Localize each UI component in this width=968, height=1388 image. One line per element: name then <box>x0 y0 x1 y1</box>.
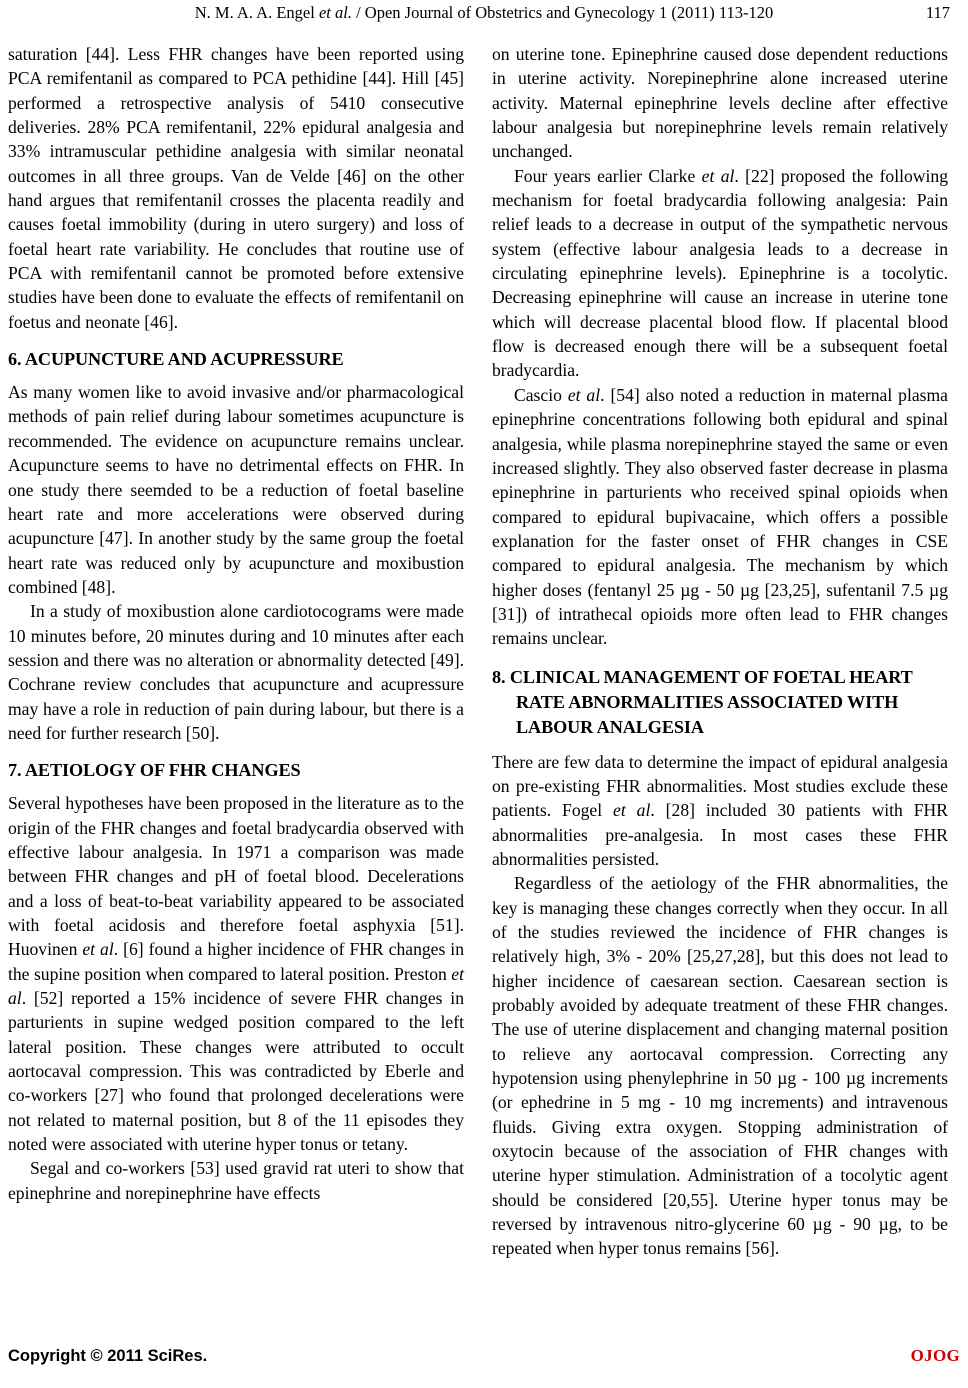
paragraph-clarke <box>492 164 948 383</box>
paragraph-aetiology-hypotheses <box>8 791 464 1156</box>
paragraph-saturation: saturation [44]. Less FHR changes have been reported using PCA remifentanil as compared to PCA pethidine [44]. Hill [45] performed a retrospective analysis of 5410 consecutive deliveries. 28% PCA remifentanil, 22% epidural analgesia and 33% intramuscular pethidine analgesia with similar neonatal outcomes in all three groups. Van de Velde [46] on the other hand argues that remifentanil crosses the placenta readily and causes foetal immobility (during in utero surgery) and loss of foetal heart rate variability. He concludes that routine use of PCA with remifentanil cannot be promoted before extensive studies have been done to evaluate the effects of remifentanil on foetus and neonate [46]. <box>8 44 464 332</box>
page-footer <box>8 1346 960 1366</box>
running-head <box>8 2 960 28</box>
paragraph-segal: Segal and co-workers [53] used gravid rat uteri to show that epinephrine and norepinephrine have effects <box>8 1158 464 1203</box>
running-head-journal: Open Journal of Obstetrics and Gynecology 1 (2011) 113-120 <box>364 3 774 22</box>
clarke-text-b: . [22] proposed the following mechanism for foetal bradycardia following analgesia: Pain relief leads to a decrease in output of the sympathetic nervous system (effective labour analgesia leads to a decrease in circulating epinephrine levels). Epinephrine is a tocolytic. Decreasing epinephrine will cause an increase in uterine tone which will decrease placental blood flow. If placental blood flow is decreased enough there will be a subsequent foetal bradycardia. <box>492 165 948 381</box>
running-head-separator: / <box>351 3 365 22</box>
paragraph-cascio <box>492 383 948 651</box>
page-number: 117 <box>925 3 950 22</box>
left-column <box>8 42 464 1205</box>
document-page <box>0 2 968 1388</box>
paragraph-uterine-tone: on uterine tone. Epinephrine caused dose dependent reductions in uterine activity. Norepinephrine alone increased uterine activity. Maternal epinephrine levels decline after effective labour analgesia but norepinephrine levels remain relatively unchanged. <box>492 44 948 162</box>
aetiology-etal-2: et al <box>8 963 464 1009</box>
copyright-notice: Copyright © 2011 SciRes. <box>8 1347 208 1365</box>
aetiology-text-b: . [6] found a higher incidence of FHR changes in the supine position when compared to lateral position. Preston <box>8 939 464 984</box>
running-head-citation <box>8 2 960 24</box>
paragraph-fogel <box>492 750 948 872</box>
fogel-text-b: . [28] included 30 patients with FHR abnormalities pre-analgesia. In most cases these FHR abnormalities persisted. <box>492 800 948 869</box>
two-column-layout <box>8 42 960 1261</box>
fogel-text-a: There are few data to determine the impact of epidural analgesia on pre-existing FHR abnormalities. Most studies exclude these patients. Fogel <box>492 751 948 821</box>
aetiology-etal-1: et al <box>82 939 114 960</box>
paragraph-moxibustion: In a study of moxibustion alone cardiotocograms were made 10 minutes before, 20 minutes during and 10 minutes after each session and there was no alteration or abnormality detected [49]. Cochrane review concludes that acupuncture and acupressure may have a role in reduction of pain during labour, but there is a need for further research [50]. <box>8 601 464 743</box>
heading-section-7: 7. AETIOLOGY OF FHR CHANGES <box>8 760 301 781</box>
cascio-text-b: . [54] also noted a reduction in maternal plasma epinephrine concentrations following both epidural and spinal analgesia, while plasma norepinephrine stayed the same or even increased slightly. They also observed faster decrease in plasma epinephrine in parturients who received spinal opioids when compared to epidural bupivacaine, which offers a possible explanation for the faster onset of FHR changes in CSE compared to epidural analgesia. The mechanism by which higher doses (fentanyl 25 µg - 50 µg [23,25], sufentanil 7.5 µg [31]) of intrathecal opioids more often lead to FHR changes remains unclear. <box>492 384 948 649</box>
journal-abbreviation: OJOG <box>910 1346 960 1365</box>
running-head-authors: N. M. A. A. Engel <box>194 3 315 22</box>
cascio-text-a: Cascio <box>514 384 568 405</box>
heading-section-6: 6. ACUPUNCTURE AND ACUPRESSURE <box>8 349 344 370</box>
fogel-etal: et al <box>613 800 651 821</box>
clarke-text-a: Four years earlier Clarke <box>514 165 702 186</box>
paragraph-management: Regardless of the aetiology of the FHR abnormalities, the key is managing these changes correctly when they occur. In all of the studies reviewed the incidence of FHR changes is relatively high, 3% - 20% [25,27,28], but this does not lead to higher incidence of caesarean section. Caesarean section is probably avoided by adequate treatment of these FHR changes. The use of uterine displacement and changing maternal position to relieve any aortocaval compression. Correcting any hypotension using phenylephrine in 50 µg - 100 µg increments (or ephedrine in 5 mg - 10 mg increments) and intravenous fluids. Giving extra oxygen. Stopping administration of oxytocin because of the association of FHR changes with uterine hyper stimulation. Administration of a tocolytic agent should be considered [20,55]. Uterine hyper tonus may be reversed by intravenous nitro-glycerine 60 µg - 90 µg, to be repeated when hyper tonus remains [56]. <box>492 873 948 1259</box>
right-column <box>492 42 948 1261</box>
running-head-etal: et al. <box>318 3 352 22</box>
aetiology-text-c: . [52] reported a 15% incidence of severe FHR changes in parturients in supine wedged position compared to the left lateral position. These changes were attributed to occult aortocaval compression. This was contradicted by Eberle and co-workers [27] who found that prolonged decelerations were not related to maternal position, but 8 of the 11 episodes they noted were associated with uterine hyper tonus or tetany. <box>8 988 464 1155</box>
aetiology-text-a: Several hypotheses have been proposed in the literature as to the origin of the FHR changes and foetal bradycardia observed with effective labour analgesia. In 1971 a comparison was made between FHR changes and pH of foetal blood. Decelerations and a loss of beat-to-beat variability appeared to be associated with foetal acidosis and therefore foetal asphyxia [51]. Huovinen <box>8 793 464 960</box>
cascio-etal: et al <box>567 384 601 405</box>
clarke-etal: et al <box>701 165 735 186</box>
heading-section-8: 8. CLINICAL MANAGEMENT OF FOETAL HEART RATE ABNORMALITIES ASSOCIATED WITH LABOUR ANALGESIA <box>492 666 913 737</box>
paragraph-acupuncture-intro: As many women like to avoid invasive and/or pharmacological methods of pain relief during labour sometimes acupuncture is recommended. The evidence on acupuncture remains unclear. Acupuncture seems to have no detrimental effects on FHR. In one study there seemded to be a reduction of foetal baseline heart rate and more accelerations were observed during acupuncture [47]. In another study by the same group the foetal heart rate was reduced only by acupuncture and moxibustion combined [48]. <box>8 382 464 597</box>
